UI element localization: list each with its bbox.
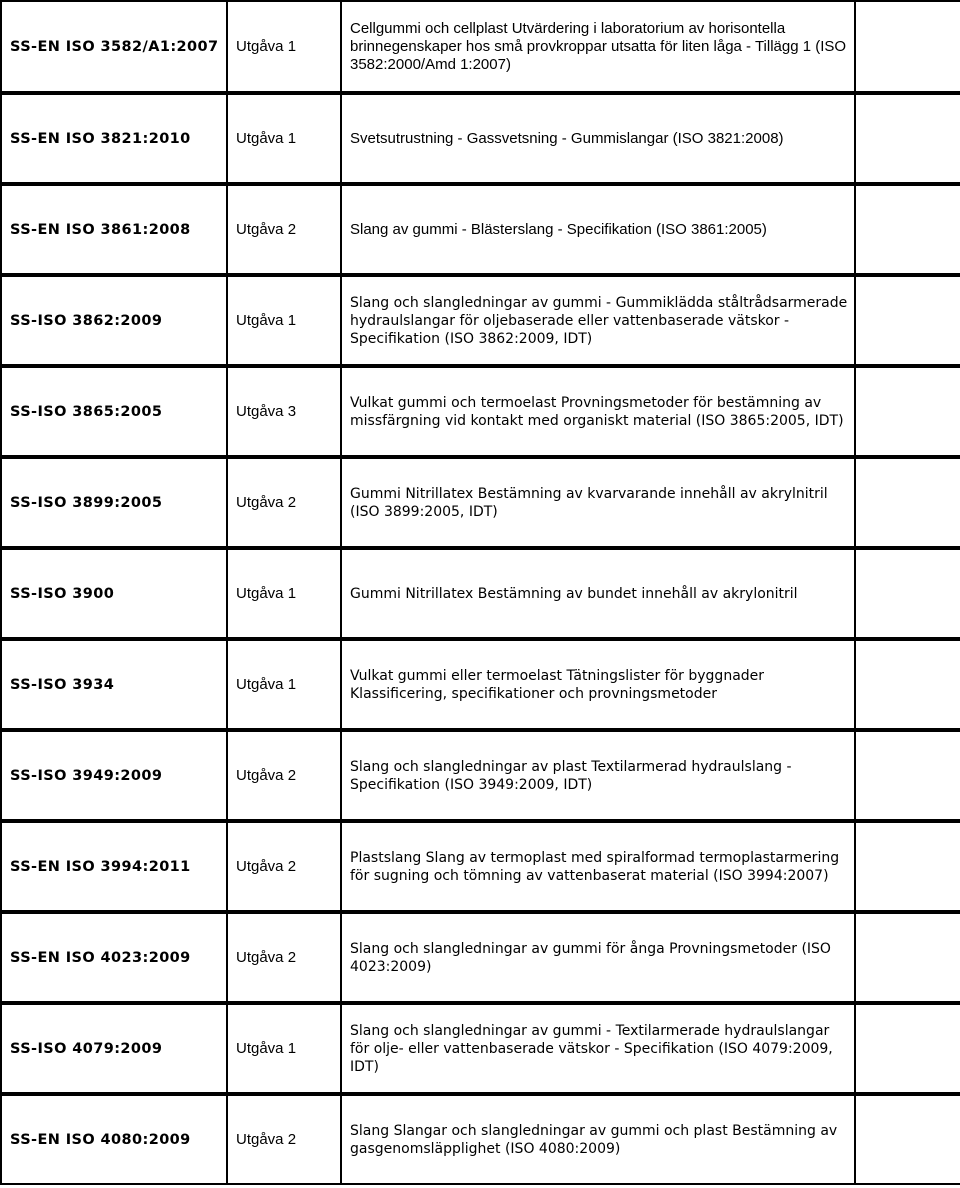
standard-title: Plastslang Slang av termoplast med spiralformad termoplastarmering för sugning och tömning av vattenbaserat material (ISO 3994:2007) — [342, 823, 856, 910]
standard-title: Slang och slangledningar av plast Textilarmerad hydraulslang - Specifikation (ISO 3949:2009, IDT) — [342, 732, 856, 819]
table-row — [0, 366, 960, 457]
standard-title: Svetsutrustning - Gassvetsning - Gummislangar (ISO 3821:2008) — [342, 95, 856, 182]
standard-title: Slang och slangledningar av gummi - Gummiklädda ståltrådsarmerade hydraulslangar för oljebaserade eller vattenbaserade vätskor - Specifikation (ISO 3862:2009, IDT) — [342, 277, 856, 364]
standard-title: Vulkat gummi eller termoelast Tätningslister för byggnader Klassificering, specifikationer och provningsmetoder — [342, 641, 856, 728]
standard-id: SS-EN ISO 4023:2009 — [0, 914, 228, 1001]
table-row — [0, 1003, 960, 1094]
edition: Utgåva 1 — [228, 641, 342, 728]
table-row — [0, 2, 960, 93]
edition: Utgåva 1 — [228, 550, 342, 637]
table-row — [0, 93, 960, 184]
edition: Utgåva 2 — [228, 914, 342, 1001]
edition: Utgåva 1 — [228, 2, 342, 91]
table-row — [0, 1094, 960, 1185]
standard-id: SS-ISO 3900 — [0, 550, 228, 637]
standard-title: Slang och slangledningar av gummi för ånga Provningsmetoder (ISO 4023:2009) — [342, 914, 856, 1001]
edition: Utgåva 2 — [228, 186, 342, 273]
standard-title: Gummi Nitrillatex Bestämning av bundet innehåll av akrylonitril — [342, 550, 856, 637]
table-row — [0, 639, 960, 730]
table-row — [0, 912, 960, 1003]
table-row — [0, 548, 960, 639]
standard-id: SS-EN ISO 3582/A1:2007 — [0, 2, 228, 91]
standard-id: SS-ISO 3934 — [0, 641, 228, 728]
table-row — [0, 275, 960, 366]
edition: Utgåva 2 — [228, 732, 342, 819]
standard-title: Slang och slangledningar av gummi - Textilarmerade hydraulslangar för olje- eller vattenbaserade vätskor - Specifikation (ISO 4079:2009, IDT) — [342, 1005, 856, 1092]
standard-id: SS-EN ISO 3994:2011 — [0, 823, 228, 910]
standard-id: SS-ISO 3949:2009 — [0, 732, 228, 819]
edition: Utgåva 2 — [228, 459, 342, 546]
standard-title: Slang Slangar och slangledningar av gummi och plast Bestämning av gasgenomsläpplighet (ISO 4080:2009) — [342, 1096, 856, 1183]
table-row — [0, 730, 960, 821]
edition: Utgåva 1 — [228, 1005, 342, 1092]
standard-id: SS-ISO 3865:2005 — [0, 368, 228, 455]
edition: Utgåva 2 — [228, 1096, 342, 1183]
table-row — [0, 821, 960, 912]
standard-title: Vulkat gummi och termoelast Provningsmetoder för bestämning av missfärgning vid kontakt med organiskt material (ISO 3865:2005, IDT) — [342, 368, 856, 455]
standard-id: SS-ISO 3899:2005 — [0, 459, 228, 546]
standard-id: SS-EN ISO 3861:2008 — [0, 186, 228, 273]
table-row — [0, 184, 960, 275]
edition: Utgåva 1 — [228, 95, 342, 182]
standard-id: SS-EN ISO 3821:2010 — [0, 95, 228, 182]
edition: Utgåva 1 — [228, 277, 342, 364]
standard-title: Cellgummi och cellplast Utvärdering i laboratorium av horisontella brinnegenskaper hos små provkroppar utsatta för liten låga - Tillägg 1 (ISO 3582:2000/Amd 1:2007) — [342, 2, 856, 91]
edition: Utgåva 3 — [228, 368, 342, 455]
standard-id: SS-ISO 4079:2009 — [0, 1005, 228, 1092]
standard-title: Slang av gummi - Blästerslang - Specifikation (ISO 3861:2005) — [342, 186, 856, 273]
standard-id: SS-ISO 3862:2009 — [0, 277, 228, 364]
standard-title: Gummi Nitrillatex Bestämning av kvarvarande innehåll av akrylnitril (ISO 3899:2005, IDT) — [342, 459, 856, 546]
standard-id: SS-EN ISO 4080:2009 — [0, 1096, 228, 1183]
edition: Utgåva 2 — [228, 823, 342, 910]
table-row — [0, 457, 960, 548]
